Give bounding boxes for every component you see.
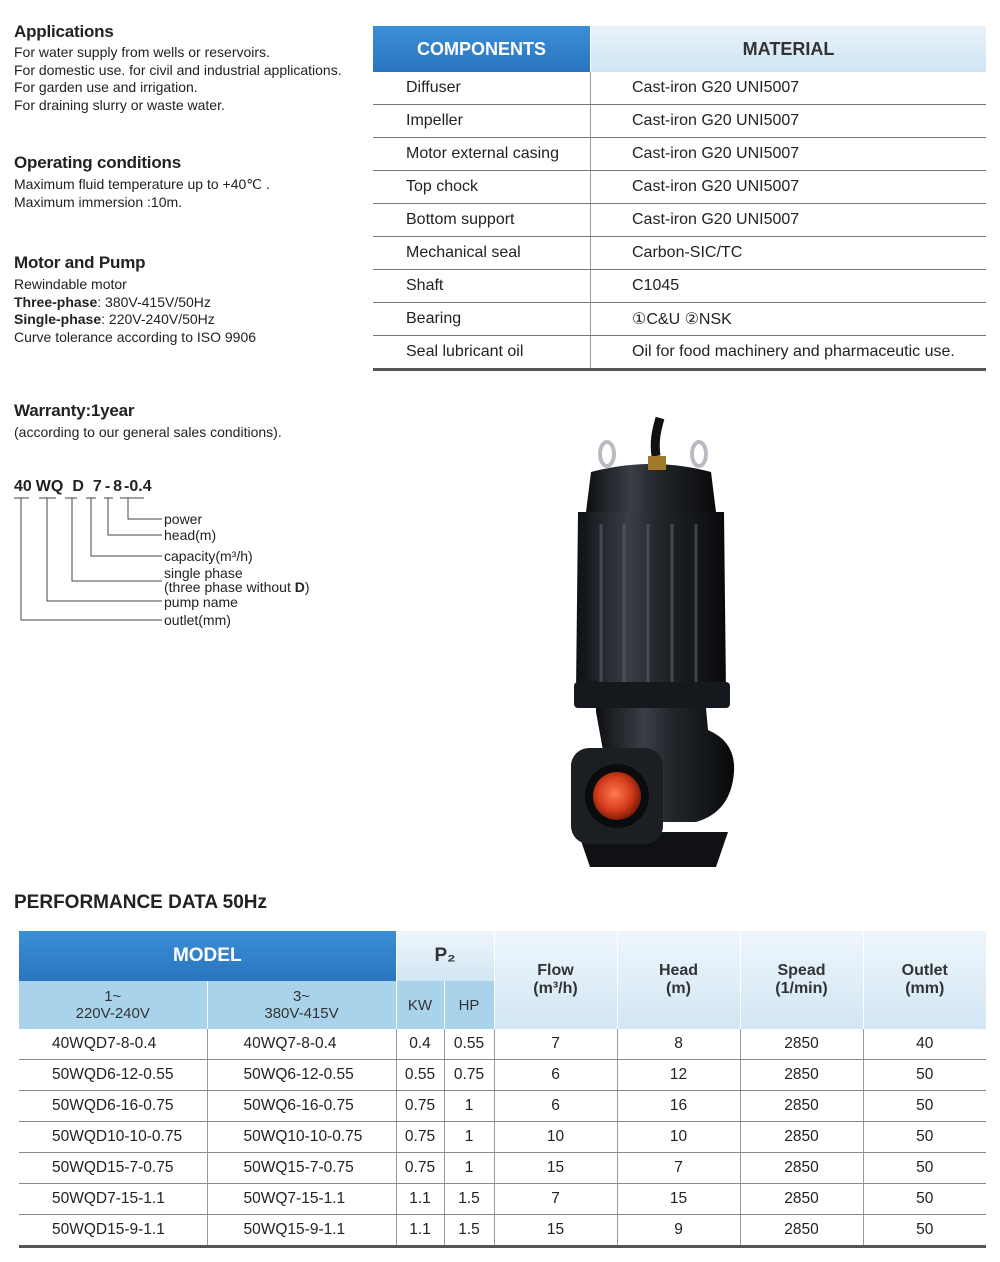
head-header: Head (m) bbox=[617, 931, 740, 1029]
table-row bbox=[19, 1122, 986, 1153]
hp-value: 1 bbox=[444, 1091, 494, 1122]
power-connector bbox=[128, 498, 162, 519]
top-cap bbox=[586, 464, 716, 512]
speed-value: 2850 bbox=[740, 1122, 863, 1153]
label-power: power bbox=[164, 511, 203, 527]
table-row bbox=[373, 72, 986, 105]
operating-line: Maximum fluid temperature up to +40℃ . bbox=[14, 176, 270, 192]
label-three-phase-text: (three phase without bbox=[164, 579, 295, 595]
capacity-connector bbox=[91, 498, 162, 556]
outlet-value: 40 bbox=[863, 1029, 986, 1060]
motor-three-phase bbox=[14, 294, 256, 312]
outlet-value: 50 bbox=[863, 1122, 986, 1153]
table-row bbox=[373, 138, 986, 171]
flow-value: 10 bbox=[494, 1122, 617, 1153]
applications-line: For garden use and irrigation. bbox=[14, 79, 198, 95]
component-name: Motor external casing bbox=[373, 138, 591, 171]
three-phase-header: 3~ 380V-415V bbox=[207, 981, 396, 1029]
single-phase-header: 1~ 220V-240V bbox=[19, 981, 207, 1029]
three-phase-label: Three-phase bbox=[14, 293, 98, 310]
table-row bbox=[19, 1091, 986, 1122]
table-row bbox=[19, 1153, 986, 1184]
cable-gland bbox=[648, 456, 666, 470]
three-phase-model: 50WQ6-16-0.75 bbox=[207, 1091, 396, 1122]
component-name: Diffuser bbox=[373, 72, 591, 105]
speed-value: 2850 bbox=[740, 1029, 863, 1060]
code-head: 8 bbox=[113, 478, 123, 495]
kw-value: 0.75 bbox=[396, 1091, 444, 1122]
table-row bbox=[373, 105, 986, 138]
components-header-row bbox=[373, 26, 986, 72]
applications-line: For domestic use. for civil and industrial applications. bbox=[14, 61, 342, 78]
outlet-value: 50 bbox=[863, 1153, 986, 1184]
pump-name-connector bbox=[47, 498, 162, 601]
single-phase-model: 50WQD15-9-1.1 bbox=[19, 1215, 207, 1247]
outlet-header: Outlet (mm) bbox=[863, 931, 986, 1029]
table-row bbox=[373, 237, 986, 270]
flow-value: 15 bbox=[494, 1153, 617, 1184]
table-row bbox=[19, 1060, 986, 1091]
kw-header: KW bbox=[396, 981, 444, 1029]
code-dash: - bbox=[104, 478, 111, 495]
single-phase-model: 50WQD15-7-0.75 bbox=[19, 1153, 207, 1184]
three-phase-model: 50WQ10-10-0.75 bbox=[207, 1122, 396, 1153]
flow-value: 7 bbox=[494, 1184, 617, 1215]
motor-line: Rewindable motor bbox=[14, 276, 127, 292]
kw-value: 0.75 bbox=[396, 1122, 444, 1153]
operating-list bbox=[14, 176, 270, 211]
label-single-phase: single phase bbox=[164, 565, 243, 581]
code-capacity: 7 bbox=[92, 478, 102, 495]
table-row bbox=[373, 171, 986, 204]
code-phase: D bbox=[72, 478, 84, 495]
motor-flange bbox=[574, 682, 730, 708]
lifting-eye-right bbox=[692, 442, 706, 466]
outlet-value: 50 bbox=[863, 1091, 986, 1122]
hp-value: 0.75 bbox=[444, 1060, 494, 1091]
single-phase-model: 50WQD10-10-0.75 bbox=[19, 1122, 207, 1153]
component-material: Cast-iron G20 UNI5007 bbox=[591, 138, 987, 171]
kw-value: 0.55 bbox=[396, 1060, 444, 1091]
warranty-title: Warranty:1year bbox=[14, 401, 135, 420]
outlet-opening bbox=[593, 772, 641, 820]
label-three-phase bbox=[164, 580, 310, 595]
component-material: ①C&U ②NSK bbox=[591, 303, 987, 336]
phase-connector bbox=[72, 498, 162, 581]
label-pump-name: pump name bbox=[164, 594, 238, 610]
single-phase-model: 50WQD7-15-1.1 bbox=[19, 1184, 207, 1215]
kw-value: 0.75 bbox=[396, 1153, 444, 1184]
component-name: Top chock bbox=[373, 171, 591, 204]
head-connector bbox=[108, 498, 162, 535]
table-row bbox=[373, 204, 986, 237]
applications-line: For draining slurry or waste water. bbox=[14, 96, 225, 113]
component-material: Cast-iron G20 UNI5007 bbox=[591, 72, 987, 105]
flow-value: 7 bbox=[494, 1029, 617, 1060]
power-cable bbox=[655, 418, 660, 456]
three-phase-model: 50WQ15-9-1.1 bbox=[207, 1215, 396, 1247]
component-material: Cast-iron G20 UNI5007 bbox=[591, 105, 987, 138]
code-pump-name: WQ bbox=[35, 478, 64, 495]
performance-table bbox=[19, 931, 986, 1248]
kw-value: 1.1 bbox=[396, 1184, 444, 1215]
hp-value: 1 bbox=[444, 1153, 494, 1184]
code-power: -0.4 bbox=[124, 478, 152, 495]
flow-value: 6 bbox=[494, 1060, 617, 1091]
label-three-phase-close: ) bbox=[304, 579, 310, 595]
head-value: 7 bbox=[617, 1153, 740, 1184]
speed-value: 2850 bbox=[740, 1184, 863, 1215]
table-row bbox=[19, 1029, 986, 1060]
hp-value: 0.55 bbox=[444, 1029, 494, 1060]
component-material: Oil for food machinery and pharmaceutic use. bbox=[632, 343, 955, 360]
applications-title: Applications bbox=[14, 22, 114, 41]
model-code-connector-lines bbox=[0, 495, 170, 625]
outlet-value: 50 bbox=[863, 1215, 986, 1247]
motor-title: Motor and Pump bbox=[14, 253, 146, 272]
material-header: MATERIAL bbox=[591, 26, 987, 72]
single-phase-value: : 220V-240V/50Hz bbox=[101, 311, 215, 327]
single-phase-model: 50WQD6-12-0.55 bbox=[19, 1060, 207, 1091]
component-name: Bottom support bbox=[373, 204, 591, 237]
speed-header: Spead (1/min) bbox=[740, 931, 863, 1029]
head-value: 8 bbox=[617, 1029, 740, 1060]
kw-value: 1.1 bbox=[396, 1215, 444, 1247]
label-capacity: capacity(m³/h) bbox=[164, 548, 253, 564]
motor-housing bbox=[576, 512, 726, 692]
single-phase-label: Single-phase bbox=[14, 311, 102, 327]
component-name: Seal lubricant oil bbox=[373, 336, 591, 370]
label-three-phase-d: D bbox=[294, 579, 305, 595]
component-name: Mechanical seal bbox=[373, 237, 591, 270]
head-value: 15 bbox=[617, 1184, 740, 1215]
hp-value: 1.5 bbox=[444, 1184, 494, 1215]
three-phase-model: 40WQ7-8-0.4 bbox=[207, 1029, 396, 1060]
kw-value: 0.4 bbox=[396, 1029, 444, 1060]
head-value: 12 bbox=[617, 1060, 740, 1091]
speed-value: 2850 bbox=[740, 1091, 863, 1122]
model-code bbox=[14, 478, 152, 496]
performance-title: PERFORMANCE DATA 50Hz bbox=[14, 892, 267, 913]
head-value: 16 bbox=[617, 1091, 740, 1122]
head-value: 10 bbox=[617, 1122, 740, 1153]
component-material: Cast-iron G20 UNI5007 bbox=[591, 204, 987, 237]
components-header: COMPONENTS bbox=[373, 26, 591, 72]
model-header: MODEL bbox=[19, 931, 396, 981]
hp-value: 1 bbox=[444, 1122, 494, 1153]
speed-value: 2850 bbox=[740, 1153, 863, 1184]
operating-line: Maximum immersion :10m. bbox=[14, 193, 183, 210]
component-material: C1045 bbox=[591, 270, 987, 303]
pump-product-image bbox=[556, 412, 746, 872]
motor-line: Curve tolerance according to ISO 9906 bbox=[14, 328, 257, 345]
table-row bbox=[373, 303, 986, 336]
table-row bbox=[19, 1184, 986, 1215]
outlet-value: 50 bbox=[863, 1184, 986, 1215]
code-outlet: 40 bbox=[14, 478, 32, 495]
component-name: Impeller bbox=[373, 105, 591, 138]
flow-value: 15 bbox=[494, 1215, 617, 1247]
three-phase-value: : 380V-415V/50Hz bbox=[97, 293, 211, 310]
outlet-value: 50 bbox=[863, 1060, 986, 1091]
speed-value: 2850 bbox=[740, 1215, 863, 1247]
applications-line: For water supply from wells or reservoirs. bbox=[14, 44, 270, 60]
table-row bbox=[373, 270, 986, 303]
flow-header: Flow (m³/h) bbox=[494, 931, 617, 1029]
single-phase-model: 40WQD7-8-0.4 bbox=[19, 1029, 207, 1060]
table-row bbox=[19, 1215, 986, 1247]
component-name: Bearing bbox=[373, 303, 591, 336]
hp-header: HP bbox=[444, 981, 494, 1029]
motor-list bbox=[14, 276, 256, 346]
performance-rows bbox=[19, 1029, 986, 1247]
motor-single-phase bbox=[14, 311, 256, 329]
lifting-eye-left bbox=[600, 442, 614, 466]
components-table bbox=[373, 26, 986, 371]
three-phase-model: 50WQ6-12-0.55 bbox=[207, 1060, 396, 1091]
speed-value: 2850 bbox=[740, 1060, 863, 1091]
operating-title: Operating conditions bbox=[14, 153, 181, 172]
head-value: 9 bbox=[617, 1215, 740, 1247]
p2-header: P₂ bbox=[396, 931, 494, 981]
three-phase-model: 50WQ7-15-1.1 bbox=[207, 1184, 396, 1215]
label-head: head(m) bbox=[164, 527, 217, 543]
label-outlet: outlet(mm) bbox=[164, 612, 231, 628]
three-phase-model: 50WQ15-7-0.75 bbox=[207, 1153, 396, 1184]
component-name: Shaft bbox=[373, 270, 591, 303]
single-phase-model: 50WQD6-16-0.75 bbox=[19, 1091, 207, 1122]
flow-value: 6 bbox=[494, 1091, 617, 1122]
component-material: Cast-iron G20 UNI5007 bbox=[591, 171, 987, 204]
warranty-note: (according to our general sales conditions). bbox=[14, 424, 282, 440]
component-material: Carbon-SIC/TC bbox=[591, 237, 987, 270]
hp-value: 1.5 bbox=[444, 1215, 494, 1247]
table-row bbox=[373, 336, 986, 370]
applications-list bbox=[14, 44, 342, 114]
